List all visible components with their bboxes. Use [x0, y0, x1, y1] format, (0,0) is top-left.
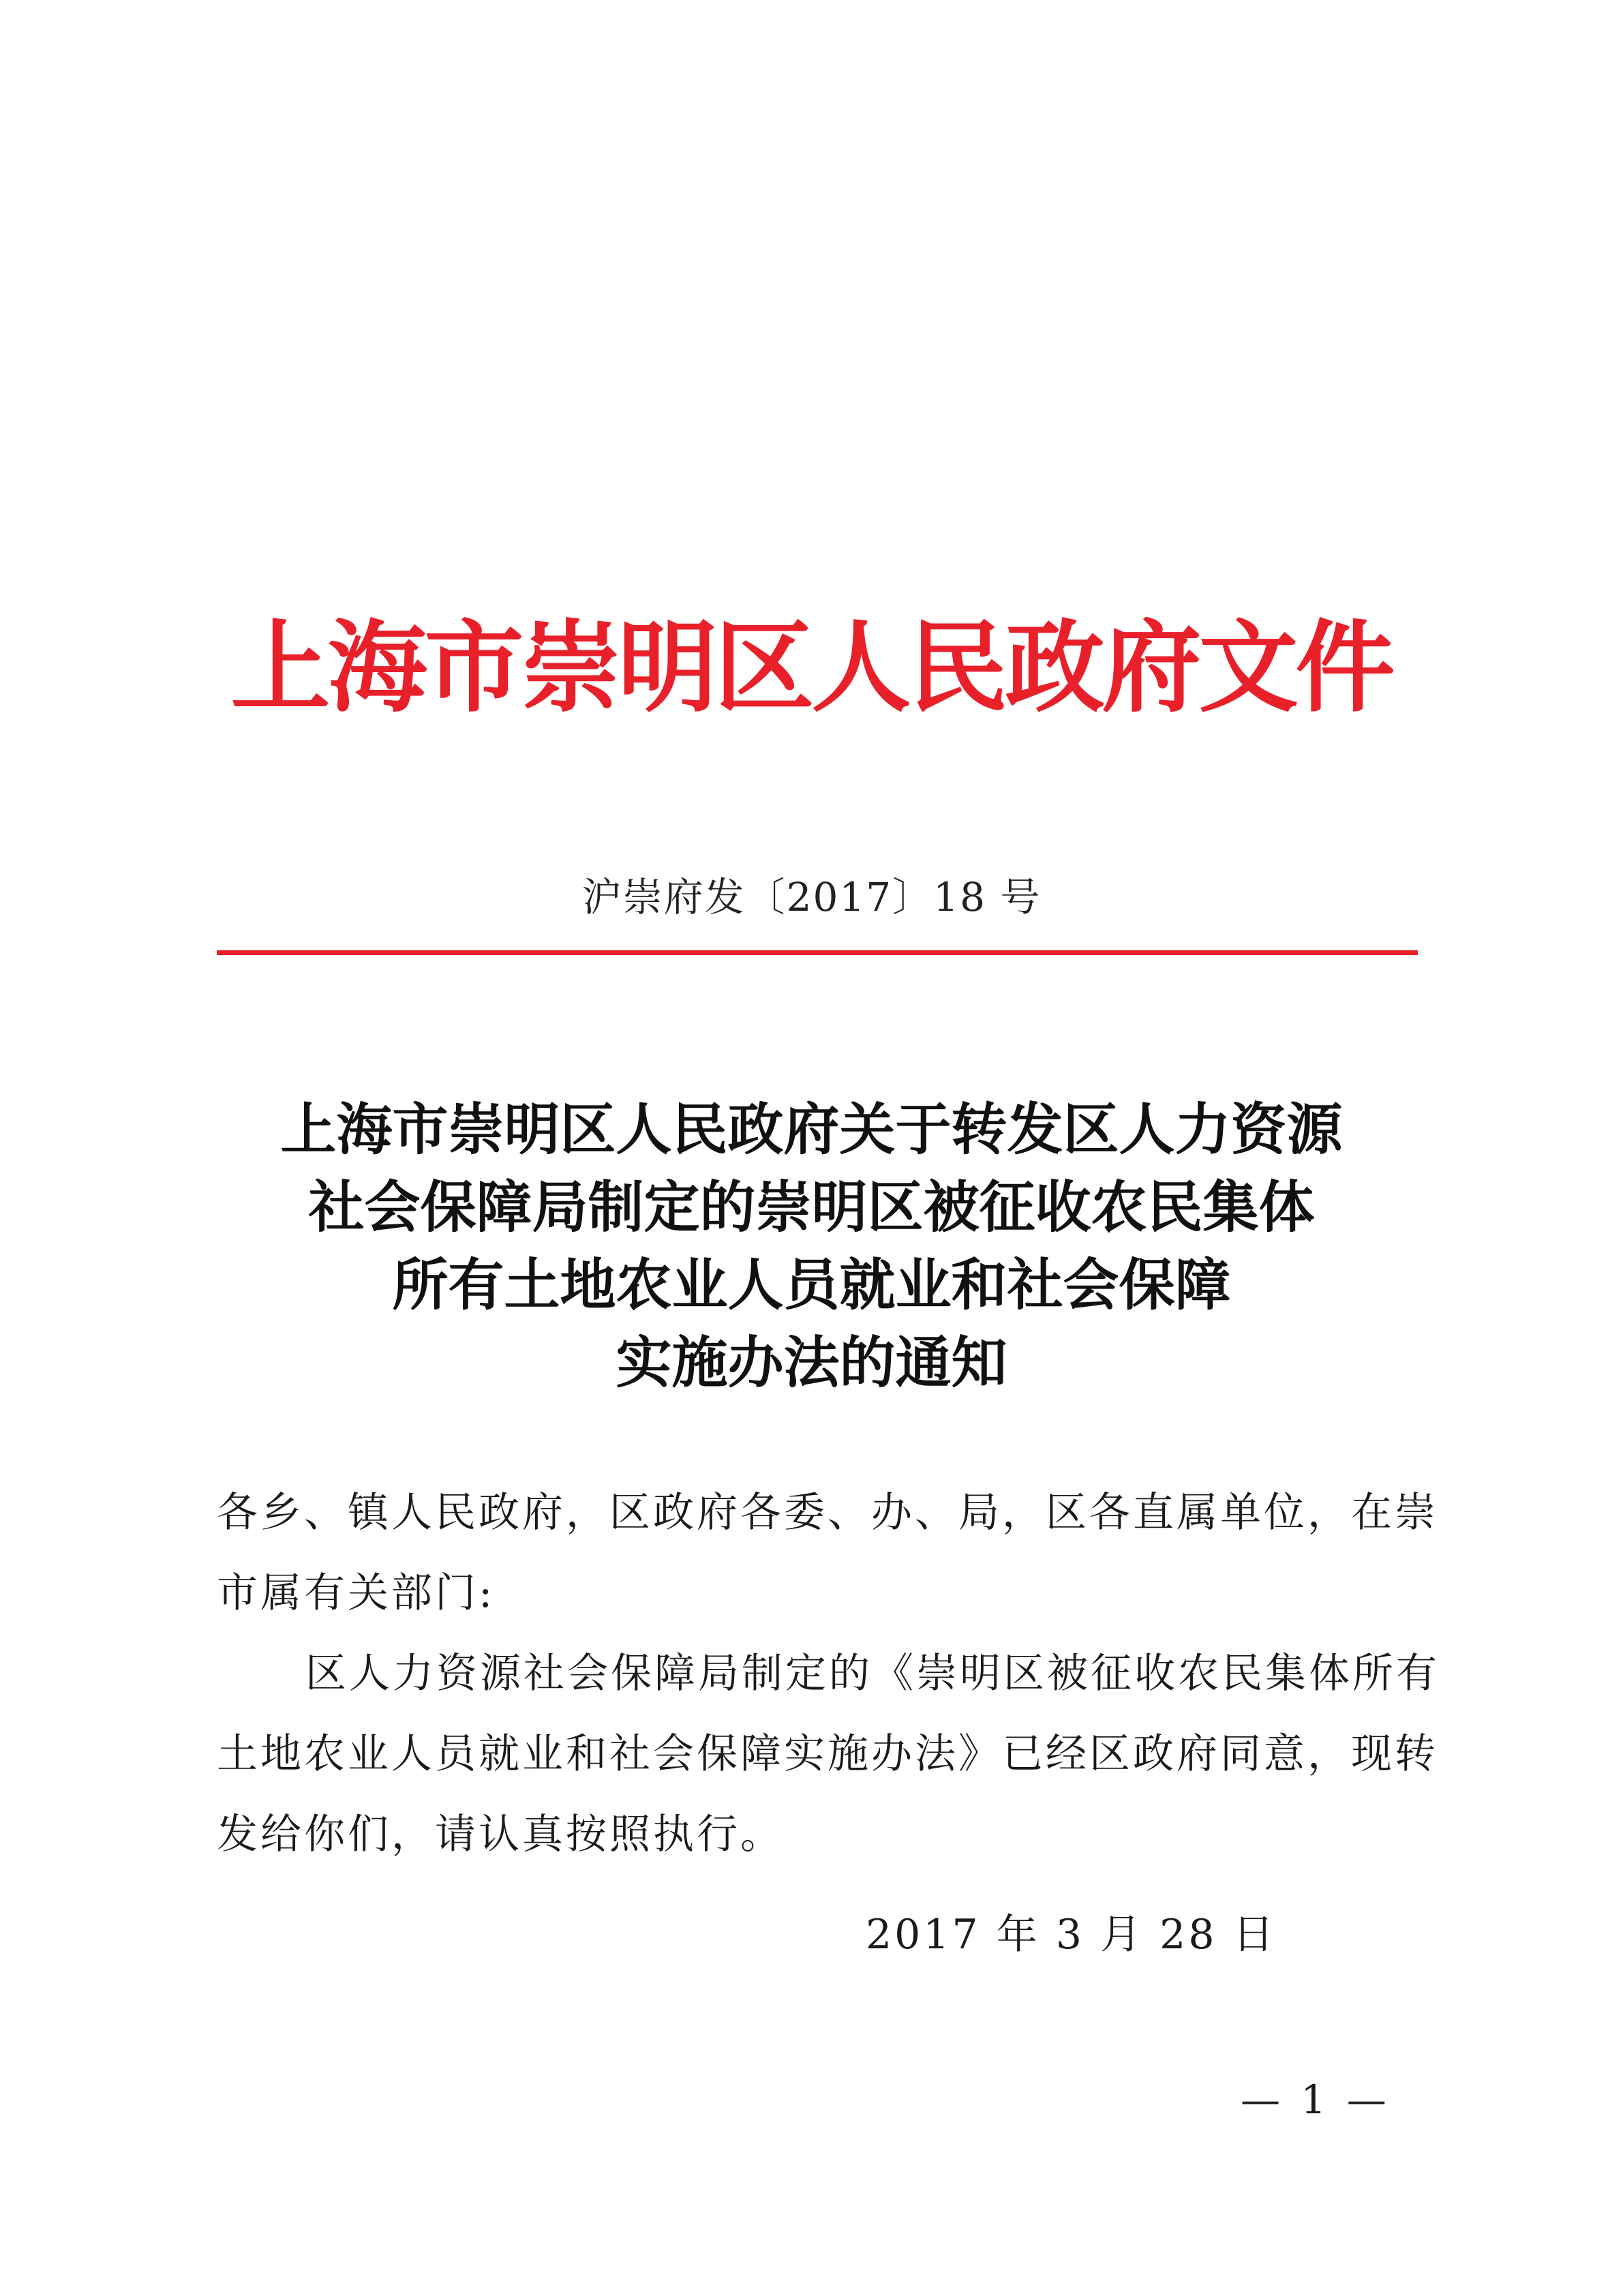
title-line: 上海市崇明区人民政府关于转发区人力资源 [280, 1097, 1343, 1162]
addressee-line: 各乡、镇人民政府，区政府各委、办、局，区各直属单位，在崇 [217, 1489, 1438, 1537]
notice-body [217, 1472, 1440, 1875]
body-paragraph-line: 发给你们，请认真按照执行。 [217, 1811, 784, 1858]
red-separator-line [217, 950, 1418, 955]
document-number: 沪崇府发〔2017〕18 号 [581, 874, 1042, 920]
page-number: — 1 — [1241, 2076, 1391, 2123]
title-line: 社会保障局制定的崇明区被征收农民集体 [308, 1175, 1315, 1240]
body-paragraph-line: 区人力资源社会保障局制定的《崇明区被征收农民集体所有 [305, 1650, 1440, 1697]
title-line: 实施办法的通知 [616, 1330, 1007, 1395]
issue-date: 2017 年 3 月 28 日 [866, 1911, 1277, 1959]
title-line: 所有土地农业人员就业和社会保障 [392, 1252, 1231, 1318]
addressee-line: 市属有关部门: [217, 1569, 496, 1617]
notice-title [204, 1091, 1419, 1402]
body-paragraph-line: 土地农业人员就业和社会保障实施办法》已经区政府同意，现转 [217, 1730, 1438, 1778]
masthead-title: 上海市崇明区人民政府文件 [230, 609, 1393, 726]
